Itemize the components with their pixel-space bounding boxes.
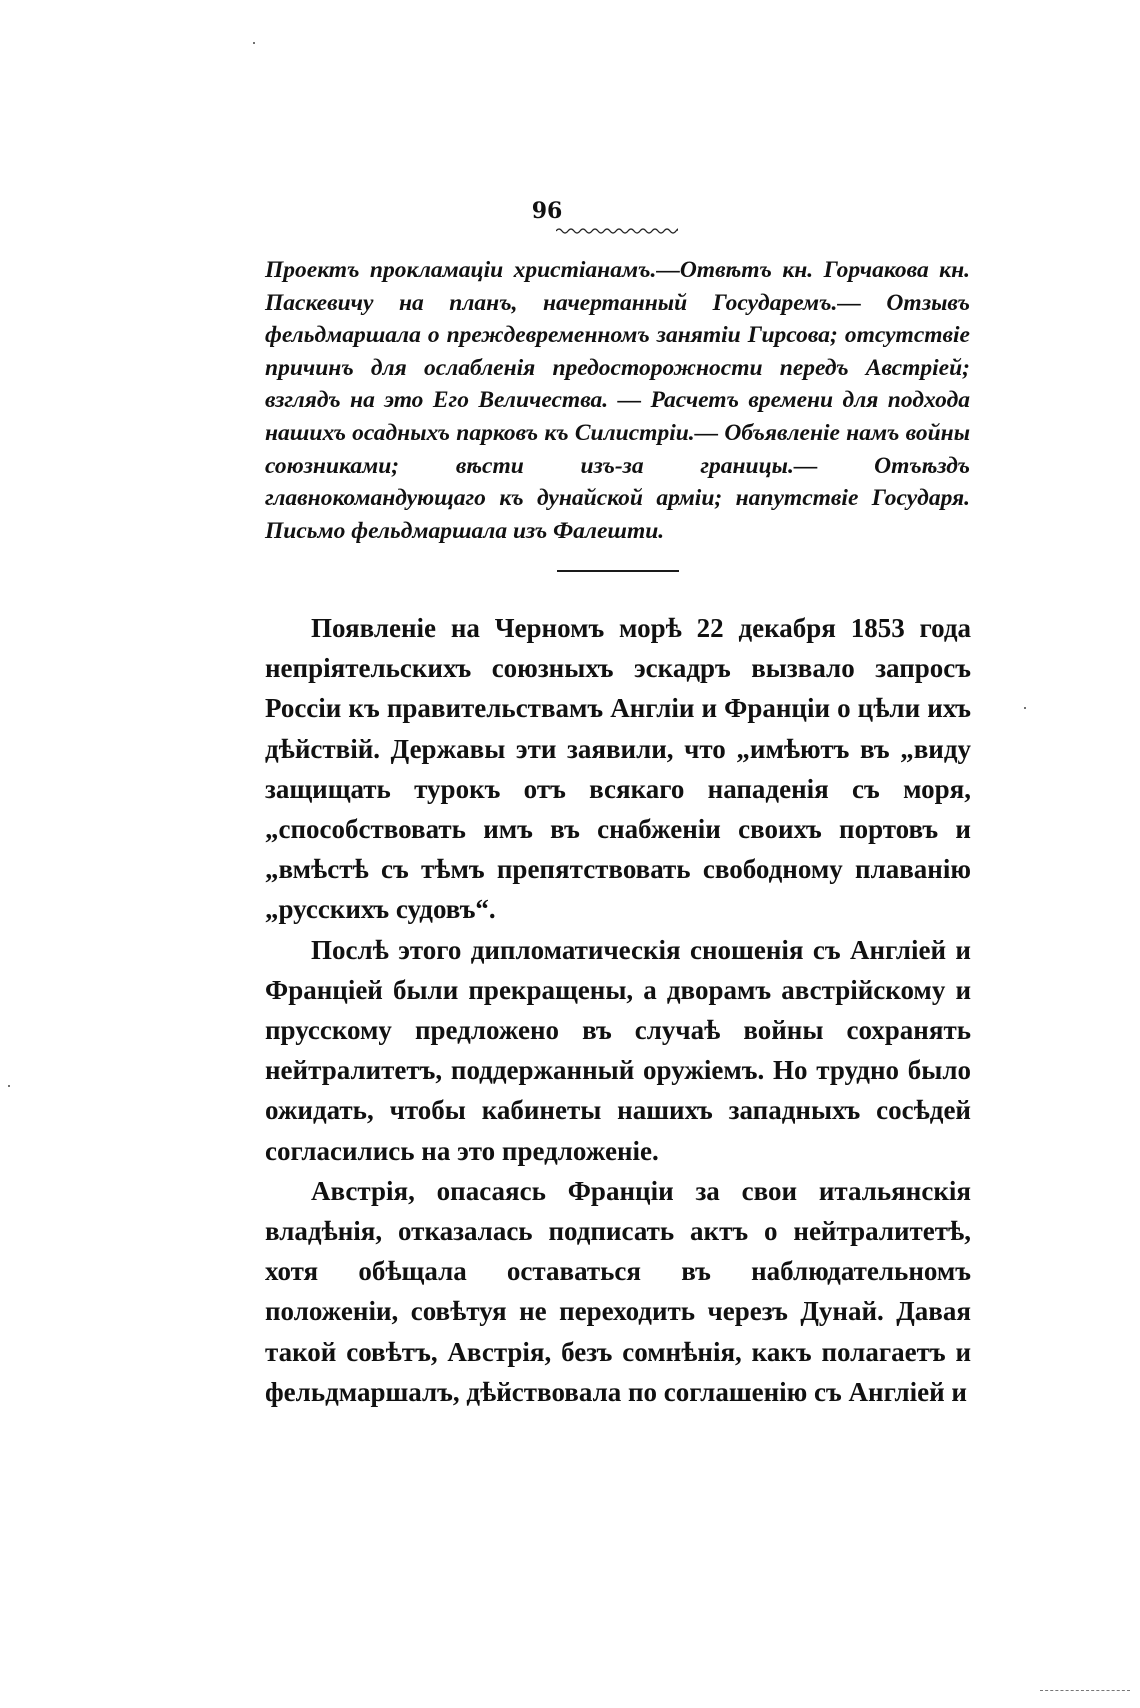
scan-speck	[1024, 707, 1026, 709]
wavy-rule-ornament	[556, 225, 678, 237]
scan-edge-mark	[1040, 1690, 1130, 1691]
chapter-summary: Проектъ прокламаціи христіанамъ.—Отвѣтъ кн. Горчакова кн. Паскевичу на планъ, начертанный Государемъ.— Отзывъ фельдмаршала о преждевременномъ занятіи Гирсова; отсутствіе причинъ для ослабленія предосторожности передъ Австріей; взглядъ на это Его Величества. — Расчетъ времени для подхода нашихъ осадныхъ парковъ къ Силистріи.— Объявленіе намъ войны союзниками; вѣсти изъ-за границы.— Отъѣздъ главнокомандующаго къ дунайской арміи; напутствіе Государя. Письмо фельдмаршала изъ Фалешти.	[265, 257, 970, 544]
paragraph: Появленіе на Черномъ морѣ 22 декабря 1853 года непріятельскихъ союзныхъ эскадръ вызвало запросъ Россіи къ правительствамъ Англіи и Франціи о цѣли ихъ дѣйствій. Державы эти заявили, что „имѣютъ въ „виду защищать турокъ отъ всякаго нападенія съ моря, „способствовать имъ въ снабженіи своихъ портовъ и „вмѣстѣ съ тѣмъ препятствовать свободному плаванію „русскихъ судовъ“.	[265, 613, 971, 925]
scan-speck	[8, 1085, 10, 1087]
paragraph: Австрія, опасаясь Франціи за свои итальянскія владѣнія, отказалась подписать актъ о нейтралитетѣ, хотя обѣщала оставаться въ наблюдательномъ положеніи, совѣтуя не переходить черезъ Дунай. Давая такой совѣтъ, Австрія, безъ сомнѣнія, какъ полагаетъ и фельдмаршалъ, дѣйствовала по соглашенію съ Англіей и	[265, 1175, 971, 1407]
body-text	[265, 608, 971, 1412]
page-number: 96	[531, 198, 563, 224]
section-divider	[557, 570, 679, 572]
scan-speck	[253, 42, 255, 44]
paragraph: Послѣ этого дипломатическія сношенія съ Англіей и Франціей были прекращены, а дворамъ австрійскому и прусскому предложено въ случаѣ войны сохранять нейтралитетъ, поддержанный оружіемъ. Но трудно было ожидать, чтобы кабинеты нашихъ западныхъ сосѣдей согласились на это предложеніе.	[265, 934, 971, 1166]
